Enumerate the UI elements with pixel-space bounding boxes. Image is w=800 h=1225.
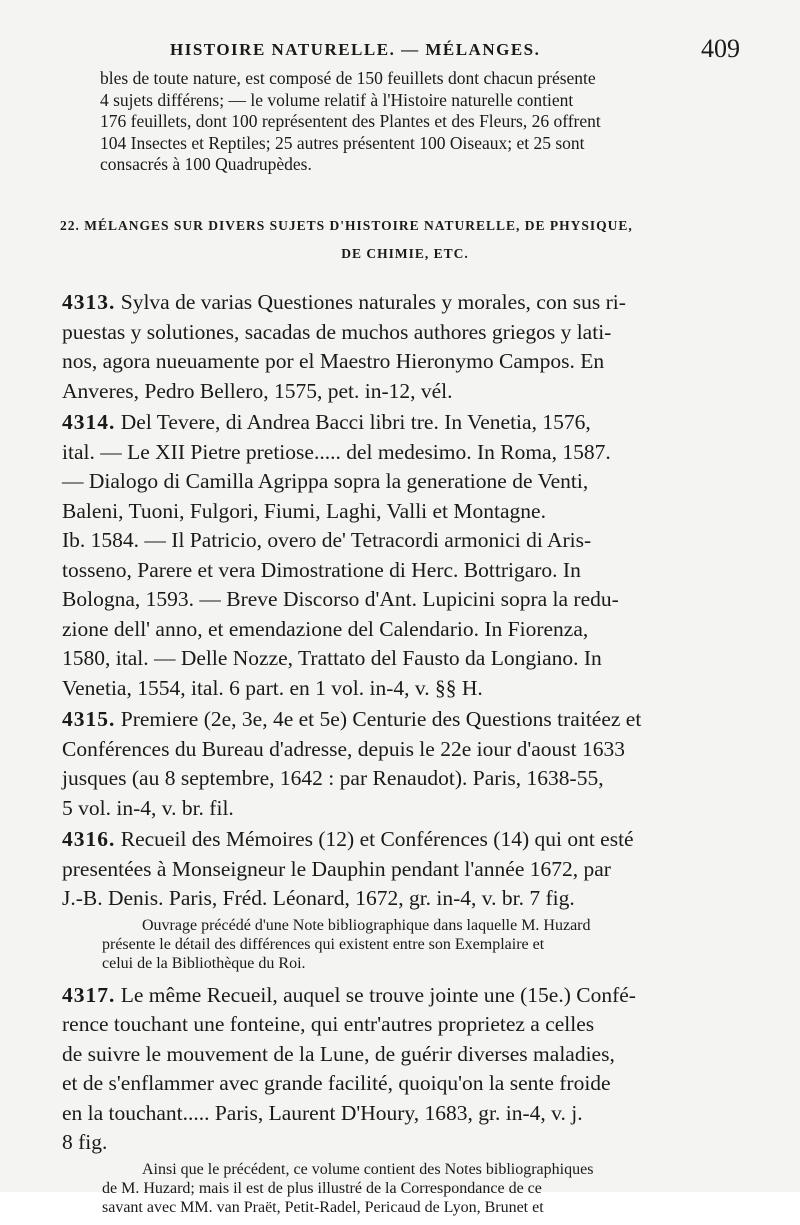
entry-line: tosseno, Parere et vera Dimostratione di Herc. Bottrigaro. In (62, 557, 581, 582)
intro-paragraph (100, 68, 740, 176)
entry-line: Del Tevere, di Andrea Bacci libri tre. In Venetia, 1576, (120, 410, 591, 434)
entry-line: Anveres, Pedro Bellero, 1575, pet. in-12, vél. (62, 378, 453, 403)
entry-4313 (62, 288, 742, 406)
entry-line: ital. — Le XII Pietre pretiose..... del medesimo. In Roma, 1587. (62, 439, 611, 464)
entry-line: zione dell' anno, et emendazione del Calendario. In Fiorenza, (62, 616, 589, 641)
intro-line: bles de toute nature, est composé de 150 feuillets dont chacun présente (100, 68, 596, 88)
entry-note (62, 1160, 742, 1217)
note-line: Ainsi que le précédent, ce volume contient des Notes bibliographiques (142, 1160, 594, 1178)
entry-line: J.-B. Denis. Paris, Fréd. Léonard, 1672, gr. in-4, v. br. 7 fig. (62, 886, 575, 910)
running-title: HISTOIRE NATURELLE. — MÉLANGES. (170, 40, 541, 59)
entry-line: Premiere (2e, 3e, 4e et 5e) Centurie des Questions traitéez et (120, 707, 642, 731)
entry-line: Baleni, Tuoni, Fulgori, Fiumi, Laghi, Valli et Montagne. (62, 498, 546, 523)
note-line: Ouvrage précédé d'une Note bibliographique dans laquelle M. Huzard (142, 916, 591, 934)
entry-line: presentées à Monseigneur le Dauphin pendant l'année 1672, par (62, 856, 611, 881)
entry-line: Conférences du Bureau d'adresse, depuis le 22e iour d'aoust 1633 (62, 736, 626, 761)
entry-number: 4317. (62, 982, 116, 1007)
entry-line: et de s'enflammer avec grande facilité, quoiqu'on la sente froide (62, 1071, 611, 1095)
entry-line: — Dialogo di Camilla Agrippa sopra la generatione de Venti, (62, 469, 589, 493)
note-line: de M. Huzard; mais il est de plus illustré de la Correspondance de ce (102, 1179, 542, 1197)
entries-list (62, 288, 742, 1225)
entry-line: puestas y solutiones, sacadas de muchos authores griegos y lati- (62, 319, 612, 344)
intro-line: 104 Insectes et Reptiles; 25 autres présentent 100 Oiseaux; et 25 sont (100, 132, 585, 153)
note-line: celui de la Bibliothèque du Roi. (102, 954, 306, 972)
running-head (60, 34, 740, 68)
entry-line: Le même Recueil, auquel se trouve jointe une (15e.) Confé- (120, 982, 636, 1007)
page-number: 409 (701, 34, 740, 63)
entry-number: 4316. (62, 827, 116, 851)
entry-4314 (62, 408, 742, 703)
entry-number: 4314. (62, 410, 116, 434)
intro-line: 4 sujets différens; — le volume relatif à l'Histoire naturelle contient (100, 89, 574, 110)
entry-line: jusques (au 8 septembre, 1642 : par Renaudot). Paris, 1638-55, (62, 766, 604, 790)
entry-line: 1580, ital. — Delle Nozze, Trattato del Fausto da Longiano. In (62, 646, 602, 670)
entry-number: 4313. (62, 290, 116, 314)
entry-line: Recueil des Mémoires (12) et Conférences (14) qui ont esté (120, 827, 634, 851)
entry-line: rence touchant une fonteine, qui entr'autres proprietez a celles (62, 1012, 595, 1036)
entry-4316 (62, 825, 742, 914)
section-heading-line: 22. MÉLANGES SUR DIVERS SUJETS D'HISTOIRE NATURELLE, DE PHYSIQUE, (60, 218, 633, 233)
entry-line: Ib. 1584. — Il Patricio, overo de' Tetracordi armonici di Aris- (62, 528, 592, 552)
note-line: présente le détail des différences qui existent entre son Exemplaire et (102, 935, 545, 953)
entry-line: Sylva de varias Questiones naturales y morales, con sus ri- (120, 290, 626, 314)
section-heading (60, 212, 750, 268)
note-line: savant avec MM. van Praët, Petit-Radel, Pericaud de Lyon, Brunet et (102, 1198, 544, 1216)
entry-line: 5 vol. in-4, v. br. fil. (62, 795, 234, 820)
entry-line: de suivre le mouvement de la Lune, de guérir diverses maladies, (62, 1041, 615, 1066)
section-heading-line: DE CHIMIE, ETC. (341, 246, 469, 261)
intro-line: 176 feuillets, dont 100 représentent des Plantes et des Fleurs, 26 offrent (100, 111, 601, 131)
entry-line: nos, agora nueuamente por el Maestro Hieronymo Campos. En (62, 349, 605, 373)
entry-line: 8 fig. (62, 1130, 108, 1154)
entry-note (62, 916, 742, 973)
entry-4317 (62, 981, 742, 1158)
entry-line: en la touchant..... Paris, Laurent D'Houry, 1683, gr. in-4, v. j. (62, 1100, 583, 1125)
entry-line: Bologna, 1593. — Breve Discorso d'Ant. Lupicini sopra la redu- (62, 587, 619, 611)
intro-line: consacrés à 100 Quadrupèdes. (100, 154, 312, 174)
entry-4315 (62, 705, 742, 823)
entry-number: 4315. (62, 707, 116, 731)
entry-line: Venetia, 1554, ital. 6 part. en 1 vol. in-4, v. §§ H. (62, 675, 483, 700)
